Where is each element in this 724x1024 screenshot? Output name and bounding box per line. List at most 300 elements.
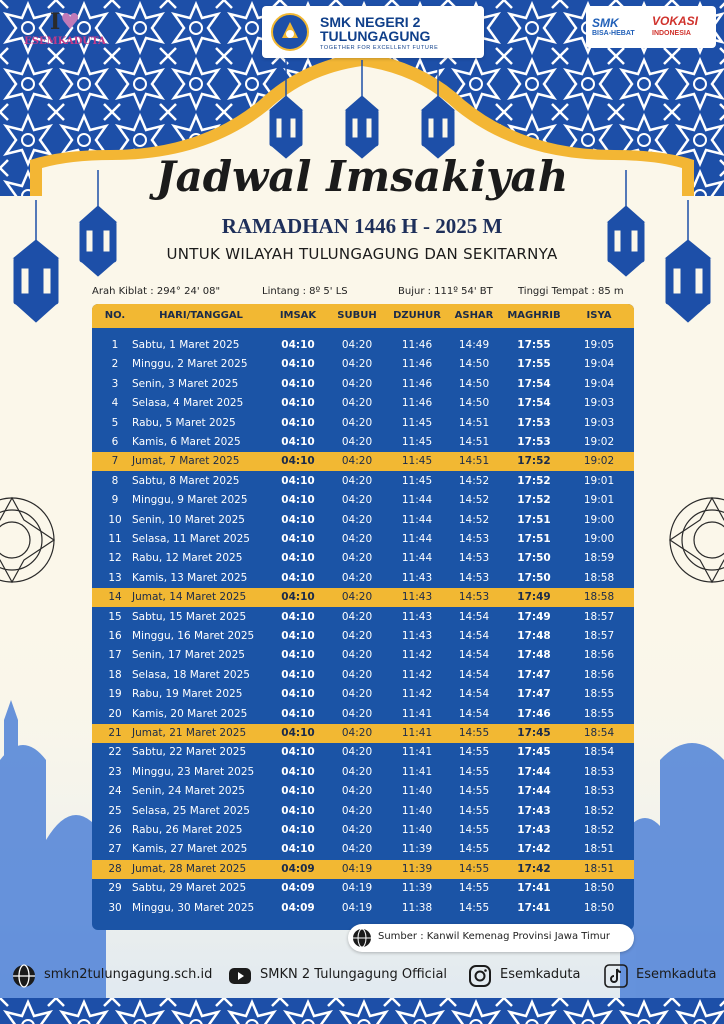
row-isya: 18:50: [583, 882, 615, 895]
row-day: Minggu, 2 Maret 2025: [132, 358, 248, 371]
row-day: Senin, 10 Maret 2025: [132, 513, 245, 526]
row-isya: 18:55: [583, 707, 615, 720]
row-day: Sabtu, 22 Maret 2025: [132, 746, 247, 759]
row-imsak: 04:10: [281, 746, 315, 759]
row-ashar: 14:53: [458, 552, 490, 565]
table-row: [92, 782, 634, 801]
globe-icon: [352, 928, 372, 948]
row-dzuhur: 11:38: [401, 901, 433, 914]
row-isya: 19:02: [583, 436, 615, 448]
row-subuh: 04:20: [341, 436, 373, 448]
row-maghrib: 17:44: [517, 765, 551, 778]
row-no: 24: [108, 785, 122, 798]
row-no: 18: [108, 668, 122, 681]
row-dzuhur: 11:39: [401, 862, 433, 875]
row-subuh: 04:20: [341, 804, 373, 817]
row-isya: 18:51: [583, 862, 615, 875]
row-maghrib: 17:51: [517, 533, 551, 545]
row-day: Selasa, 25 Maret 2025: [132, 804, 250, 817]
table-row: [92, 375, 634, 394]
row-subuh: 04:20: [341, 727, 373, 739]
table-row: [92, 588, 634, 607]
row-ashar: 14:52: [458, 513, 490, 526]
row-isya: 18:55: [583, 688, 615, 701]
row-subuh: 04:20: [341, 668, 373, 681]
row-isya: 18:53: [583, 765, 615, 778]
bottom-pattern: [0, 998, 724, 1024]
row-isya: 18:51: [583, 843, 615, 856]
row-imsak: 04:09: [281, 901, 315, 914]
row-subuh: 04:20: [341, 552, 373, 565]
tiktok-icon: [604, 964, 628, 988]
row-day: Sabtu, 15 Maret 2025: [132, 610, 247, 623]
school-logo: [262, 6, 484, 58]
table-row: [92, 705, 634, 724]
row-maghrib: 17:52: [517, 455, 551, 468]
row-subuh: 04:19: [341, 901, 373, 914]
table-header: [92, 304, 634, 328]
row-imsak: 04:10: [281, 727, 315, 739]
row-isya: 19:03: [583, 416, 615, 429]
row-maghrib: 17:41: [517, 901, 551, 914]
table-row: [92, 491, 634, 510]
row-isya: 18:52: [583, 804, 615, 817]
row-no: 19: [108, 688, 122, 701]
row-ashar: 14:55: [458, 804, 490, 817]
row-isya: 18:54: [583, 727, 615, 739]
table-row: [92, 569, 634, 588]
row-imsak: 04:10: [281, 552, 315, 565]
row-imsak: 04:10: [281, 707, 315, 720]
row-imsak: 04:10: [281, 377, 315, 390]
row-maghrib: 17:51: [517, 513, 551, 526]
row-isya: 18:57: [583, 610, 615, 623]
row-dzuhur: 11:42: [401, 688, 433, 701]
row-subuh: 04:20: [341, 397, 373, 410]
table-row: [92, 530, 634, 549]
row-dzuhur: 11:46: [401, 358, 433, 371]
row-no: 26: [108, 824, 122, 836]
row-no: 6: [111, 436, 119, 448]
row-no: 21: [108, 727, 122, 739]
row-maghrib: 17:49: [517, 610, 551, 623]
table-row: [92, 355, 634, 374]
row-isya: 18:56: [583, 649, 615, 662]
row-subuh: 04:19: [341, 882, 373, 895]
youtube-text: SMKN 2 Tulungagung Official: [260, 967, 448, 982]
lintang-info: Lintang : 8º 5' LS: [262, 286, 348, 297]
row-ashar: 14:55: [458, 882, 490, 895]
row-day: Kamis, 27 Maret 2025: [132, 843, 248, 856]
kiblat-info: Arah Kiblat : 294° 24' 08": [92, 286, 221, 297]
website-link[interactable]: [12, 964, 222, 988]
school-tagline: TOGETHER FOR EXCELLENT FUTURE: [320, 45, 439, 51]
esemkaduta-logo-text: ESEMKADUTA: [24, 36, 106, 47]
row-ashar: 14:52: [458, 494, 490, 507]
row-imsak: 04:10: [281, 765, 315, 778]
row-no: 5: [111, 416, 119, 429]
row-no: 23: [108, 765, 122, 778]
row-subuh: 04:20: [341, 843, 373, 856]
row-day: Selasa, 18 Maret 2025: [132, 668, 250, 681]
row-maghrib: 17:48: [517, 649, 551, 662]
row-dzuhur: 11:45: [401, 436, 433, 448]
row-dzuhur: 11:43: [401, 591, 433, 604]
table-row: [92, 433, 634, 452]
row-dzuhur: 11:39: [401, 843, 433, 856]
row-day: Minggu, 30 Maret 2025: [132, 901, 255, 914]
row-day: Kamis, 13 Maret 2025: [132, 571, 248, 584]
row-isya: 19:01: [583, 494, 615, 507]
row-day: Sabtu, 8 Maret 2025: [132, 474, 240, 487]
row-dzuhur: 11:40: [401, 824, 433, 836]
col-header-no: NO.: [104, 310, 126, 321]
table-row: [92, 336, 634, 355]
row-maghrib: 17:55: [517, 339, 551, 351]
row-dzuhur: 11:45: [401, 416, 433, 429]
youtube-link[interactable]: [228, 964, 458, 988]
page-title: Jadwal Imsakiyah: [155, 152, 569, 201]
table-row: [92, 724, 634, 743]
row-maghrib: 17:44: [517, 785, 551, 798]
col-header-dzuhur: DZUHUR: [393, 310, 441, 321]
school-name-line1: SMK NEGERI 2: [320, 14, 421, 30]
row-isya: 19:02: [583, 455, 615, 468]
row-imsak: 04:10: [281, 339, 315, 351]
row-imsak: 04:10: [281, 358, 315, 371]
row-maghrib: 17:52: [517, 474, 551, 487]
row-no: 14: [108, 591, 122, 604]
row-dzuhur: 11:44: [401, 494, 433, 507]
row-day: Sabtu, 29 Maret 2025: [132, 882, 247, 895]
row-imsak: 04:09: [281, 862, 315, 875]
row-no: 28: [108, 862, 122, 875]
row-ashar: 14:50: [458, 358, 490, 371]
row-day: Jumat, 7 Maret 2025: [132, 455, 240, 468]
row-subuh: 04:20: [341, 610, 373, 623]
row-dzuhur: 11:45: [401, 455, 433, 468]
row-isya: 19:00: [583, 513, 615, 526]
row-maghrib: 17:54: [517, 397, 551, 410]
row-subuh: 04:20: [341, 474, 373, 487]
row-dzuhur: 11:43: [401, 610, 433, 623]
row-subuh: 04:20: [341, 707, 373, 720]
row-no: 13: [108, 571, 122, 584]
row-no: 10: [108, 513, 122, 526]
row-day: Jumat, 28 Maret 2025: [132, 862, 247, 875]
col-header-maghrib: MAGHRIB: [507, 310, 561, 321]
col-header-subuh: SUBUH: [337, 310, 377, 321]
row-subuh: 04:20: [341, 494, 373, 507]
row-maghrib: 17:53: [517, 436, 551, 448]
row-maghrib: 17:50: [517, 552, 551, 565]
row-maghrib: 17:54: [517, 377, 551, 390]
row-no: 12: [108, 552, 122, 565]
row-subuh: 04:20: [341, 785, 373, 798]
row-ashar: 14:55: [458, 785, 490, 798]
row-subuh: 04:20: [341, 688, 373, 701]
row-dzuhur: 11:41: [401, 765, 433, 778]
row-isya: 19:05: [583, 339, 615, 351]
row-ashar: 14:54: [458, 688, 490, 701]
col-header-ashar: ASHAR: [454, 310, 494, 321]
row-isya: 18:57: [583, 630, 615, 642]
table-row: [92, 743, 634, 762]
row-dzuhur: 11:46: [401, 377, 433, 390]
bujur-info: Bujur : 111º 54' BT: [398, 286, 493, 297]
row-isya: 19:03: [583, 397, 615, 410]
vokasi-logo-sub: INDONESIA: [652, 30, 691, 37]
row-subuh: 04:20: [341, 339, 373, 351]
row-imsak: 04:10: [281, 630, 315, 642]
row-imsak: 04:10: [281, 785, 315, 798]
table-row: [92, 666, 634, 685]
row-maghrib: 17:46: [517, 707, 551, 720]
row-ashar: 14:54: [458, 610, 490, 623]
page-subtitle: RAMADHAN 1446 H - 2025 M: [221, 214, 503, 238]
row-subuh: 04:20: [341, 824, 373, 836]
row-ashar: 14:51: [458, 416, 490, 429]
row-imsak: 04:10: [281, 571, 315, 584]
row-isya: 19:04: [583, 358, 615, 371]
row-no: 20: [108, 707, 122, 720]
row-isya: 18:56: [583, 668, 615, 681]
row-ashar: 14:52: [458, 474, 490, 487]
row-no: 17: [108, 649, 122, 662]
vokasi-logo-text: VOKASI: [652, 14, 699, 28]
row-no: 8: [111, 474, 119, 487]
row-ashar: 14:54: [458, 649, 490, 662]
row-isya: 18:58: [583, 571, 615, 584]
row-dzuhur: 11:45: [401, 474, 433, 487]
row-maghrib: 17:50: [517, 571, 551, 584]
partner-logos: [586, 6, 716, 48]
row-subuh: 04:20: [341, 630, 373, 642]
row-dzuhur: 11:44: [401, 533, 433, 545]
row-dzuhur: 11:42: [401, 668, 433, 681]
table-row: [92, 860, 634, 879]
table-row: [92, 821, 634, 840]
row-isya: 18:53: [583, 785, 615, 798]
row-subuh: 04:20: [341, 746, 373, 759]
instagram-text: Esemkaduta: [500, 967, 581, 982]
row-isya: 19:01: [583, 474, 615, 487]
table-row: [92, 608, 634, 627]
table-row: [92, 899, 634, 918]
row-no: 7: [111, 455, 119, 468]
row-dzuhur: 11:39: [401, 882, 433, 895]
row-imsak: 04:10: [281, 610, 315, 623]
row-maghrib: 17:45: [517, 746, 551, 759]
row-maghrib: 17:47: [517, 668, 551, 681]
table-row: [92, 414, 634, 433]
row-maghrib: 17:45: [517, 727, 551, 739]
row-day: Selasa, 4 Maret 2025: [132, 397, 244, 410]
row-ashar: 14:50: [458, 397, 490, 410]
row-imsak: 04:10: [281, 843, 315, 856]
row-ashar: 14:53: [458, 571, 490, 584]
table-row: [92, 394, 634, 413]
col-header-day: HARI/TANGGAL: [159, 310, 243, 321]
col-header-isya: ISYA: [586, 310, 612, 321]
row-dzuhur: 11:46: [401, 339, 433, 351]
row-dzuhur: 11:44: [401, 552, 433, 565]
row-ashar: 14:54: [458, 668, 490, 681]
row-maghrib: 17:41: [517, 882, 551, 895]
row-ashar: 14:55: [458, 824, 490, 836]
row-imsak: 04:10: [281, 397, 315, 410]
row-no: 1: [111, 339, 119, 351]
row-no: 29: [108, 882, 122, 895]
row-dzuhur: 11:40: [401, 804, 433, 817]
row-ashar: 14:55: [458, 901, 490, 914]
row-day: Selasa, 11 Maret 2025: [132, 533, 250, 545]
row-imsak: 04:10: [281, 649, 315, 662]
row-dzuhur: 11:44: [401, 513, 433, 526]
row-imsak: 04:10: [281, 513, 315, 526]
row-dzuhur: 11:41: [401, 707, 433, 720]
row-isya: 19:04: [583, 377, 615, 390]
heart-icon: ♥: [60, 9, 81, 35]
row-dzuhur: 11:43: [401, 630, 433, 642]
row-dzuhur: 11:43: [401, 571, 433, 584]
school-name-line2: TULUNGAGUNG: [320, 28, 431, 44]
row-day: Minggu, 23 Maret 2025: [132, 765, 255, 778]
youtube-icon: [228, 964, 252, 988]
row-imsak: 04:10: [281, 668, 315, 681]
row-maghrib: 17:47: [517, 688, 551, 701]
row-subuh: 04:20: [341, 377, 373, 390]
row-dzuhur: 11:41: [401, 727, 433, 739]
esemkaduta-logo: I♥ ESEMKADUTA: [20, 8, 110, 47]
smk-logo-text: SMK: [592, 16, 619, 30]
source-text: Sumber : Kanwil Kemenag Provinsi Jawa Timur: [378, 931, 611, 942]
row-no: 27: [108, 843, 122, 856]
row-imsak: 04:10: [281, 474, 315, 487]
row-ashar: 14:55: [458, 843, 490, 856]
table-row: [92, 627, 634, 646]
table-row: [92, 452, 634, 471]
row-dzuhur: 11:46: [401, 397, 433, 410]
row-subuh: 04:20: [341, 358, 373, 371]
row-ashar: 14:55: [458, 727, 490, 739]
row-day: Kamis, 6 Maret 2025: [132, 436, 241, 448]
row-subuh: 04:20: [341, 571, 373, 584]
website-text: smkn2tulungagung.sch.id: [44, 967, 213, 982]
row-isya: 18:58: [583, 591, 615, 604]
smk-logo-sub: BISA-HEBAT: [592, 30, 635, 37]
row-imsak: 04:10: [281, 804, 315, 817]
row-day: Sabtu, 1 Maret 2025: [132, 339, 240, 351]
row-subuh: 04:20: [341, 591, 373, 604]
row-subuh: 04:20: [341, 513, 373, 526]
table-row: [92, 840, 634, 859]
table-row: [92, 879, 634, 898]
table-row: [92, 646, 634, 665]
row-imsak: 04:10: [281, 688, 315, 701]
row-ashar: 14:53: [458, 591, 490, 604]
row-imsak: 04:10: [281, 455, 315, 468]
row-maghrib: 17:42: [517, 862, 551, 875]
row-maghrib: 17:49: [517, 591, 551, 604]
row-dzuhur: 11:41: [401, 746, 433, 759]
row-ashar: 14:54: [458, 630, 490, 642]
row-day: Senin, 3 Maret 2025: [132, 377, 239, 390]
row-day: Rabu, 12 Maret 2025: [132, 552, 243, 565]
row-isya: 18:50: [583, 901, 615, 914]
row-subuh: 04:20: [341, 533, 373, 545]
source-badge: [348, 924, 634, 952]
row-day: Senin, 24 Maret 2025: [132, 785, 245, 798]
row-maghrib: 17:42: [517, 843, 551, 856]
table-row: [92, 763, 634, 782]
row-subuh: 04:20: [341, 765, 373, 778]
tiktok-text: Esemkaduta: [636, 967, 717, 982]
row-day: Jumat, 21 Maret 2025: [132, 727, 247, 739]
row-isya: 18:59: [583, 552, 615, 565]
instagram-link[interactable]: [468, 964, 598, 988]
row-no: 16: [108, 630, 122, 642]
row-maghrib: 17:52: [517, 494, 551, 507]
row-no: 11: [108, 533, 122, 545]
row-no: 25: [108, 804, 122, 817]
row-ashar: 14:53: [458, 533, 490, 545]
row-no: 4: [111, 397, 119, 410]
tinggi-info: Tinggi Tempat : 85 m: [518, 286, 624, 297]
row-ashar: 14:51: [458, 436, 490, 448]
row-subuh: 04:20: [341, 455, 373, 468]
region-label: UNTUK WILAYAH TULUNGAGUNG DAN SEKITARNYA: [166, 245, 558, 263]
row-imsak: 04:10: [281, 591, 315, 604]
school-crest-icon: [270, 12, 310, 52]
table-row: [92, 472, 634, 491]
row-no: 2: [111, 358, 119, 371]
row-ashar: 14:55: [458, 862, 490, 875]
row-day: Rabu, 19 Maret 2025: [132, 688, 243, 701]
row-day: Senin, 17 Maret 2025: [132, 649, 245, 662]
instagram-icon: [468, 964, 492, 988]
row-day: Minggu, 16 Maret 2025: [132, 630, 255, 642]
row-subuh: 04:19: [341, 862, 373, 875]
row-maghrib: 17:48: [517, 630, 551, 642]
row-no: 30: [108, 901, 122, 914]
row-isya: 19:00: [583, 533, 615, 545]
table-row: [92, 685, 634, 704]
row-isya: 18:54: [583, 746, 615, 759]
row-day: Minggu, 9 Maret 2025: [132, 494, 248, 507]
row-imsak: 04:09: [281, 882, 315, 895]
row-day: Rabu, 26 Maret 2025: [132, 824, 243, 836]
row-ashar: 14:54: [458, 707, 490, 720]
row-maghrib: 17:55: [517, 358, 551, 371]
row-ashar: 14:55: [458, 746, 490, 759]
table-row: [92, 549, 634, 568]
row-isya: 18:52: [583, 824, 615, 836]
row-maghrib: 17:43: [517, 804, 551, 817]
table-row: [92, 511, 634, 530]
footer: [0, 956, 724, 996]
row-subuh: 04:20: [341, 649, 373, 662]
row-day: Kamis, 20 Maret 2025: [132, 707, 248, 720]
row-dzuhur: 11:40: [401, 785, 433, 798]
row-no: 15: [108, 610, 122, 623]
row-maghrib: 17:43: [517, 824, 551, 836]
tiktok-link[interactable]: [604, 964, 716, 988]
table-row: [92, 802, 634, 821]
row-subuh: 04:20: [341, 416, 373, 429]
row-ashar: 14:50: [458, 377, 490, 390]
globe-icon: [12, 964, 36, 988]
